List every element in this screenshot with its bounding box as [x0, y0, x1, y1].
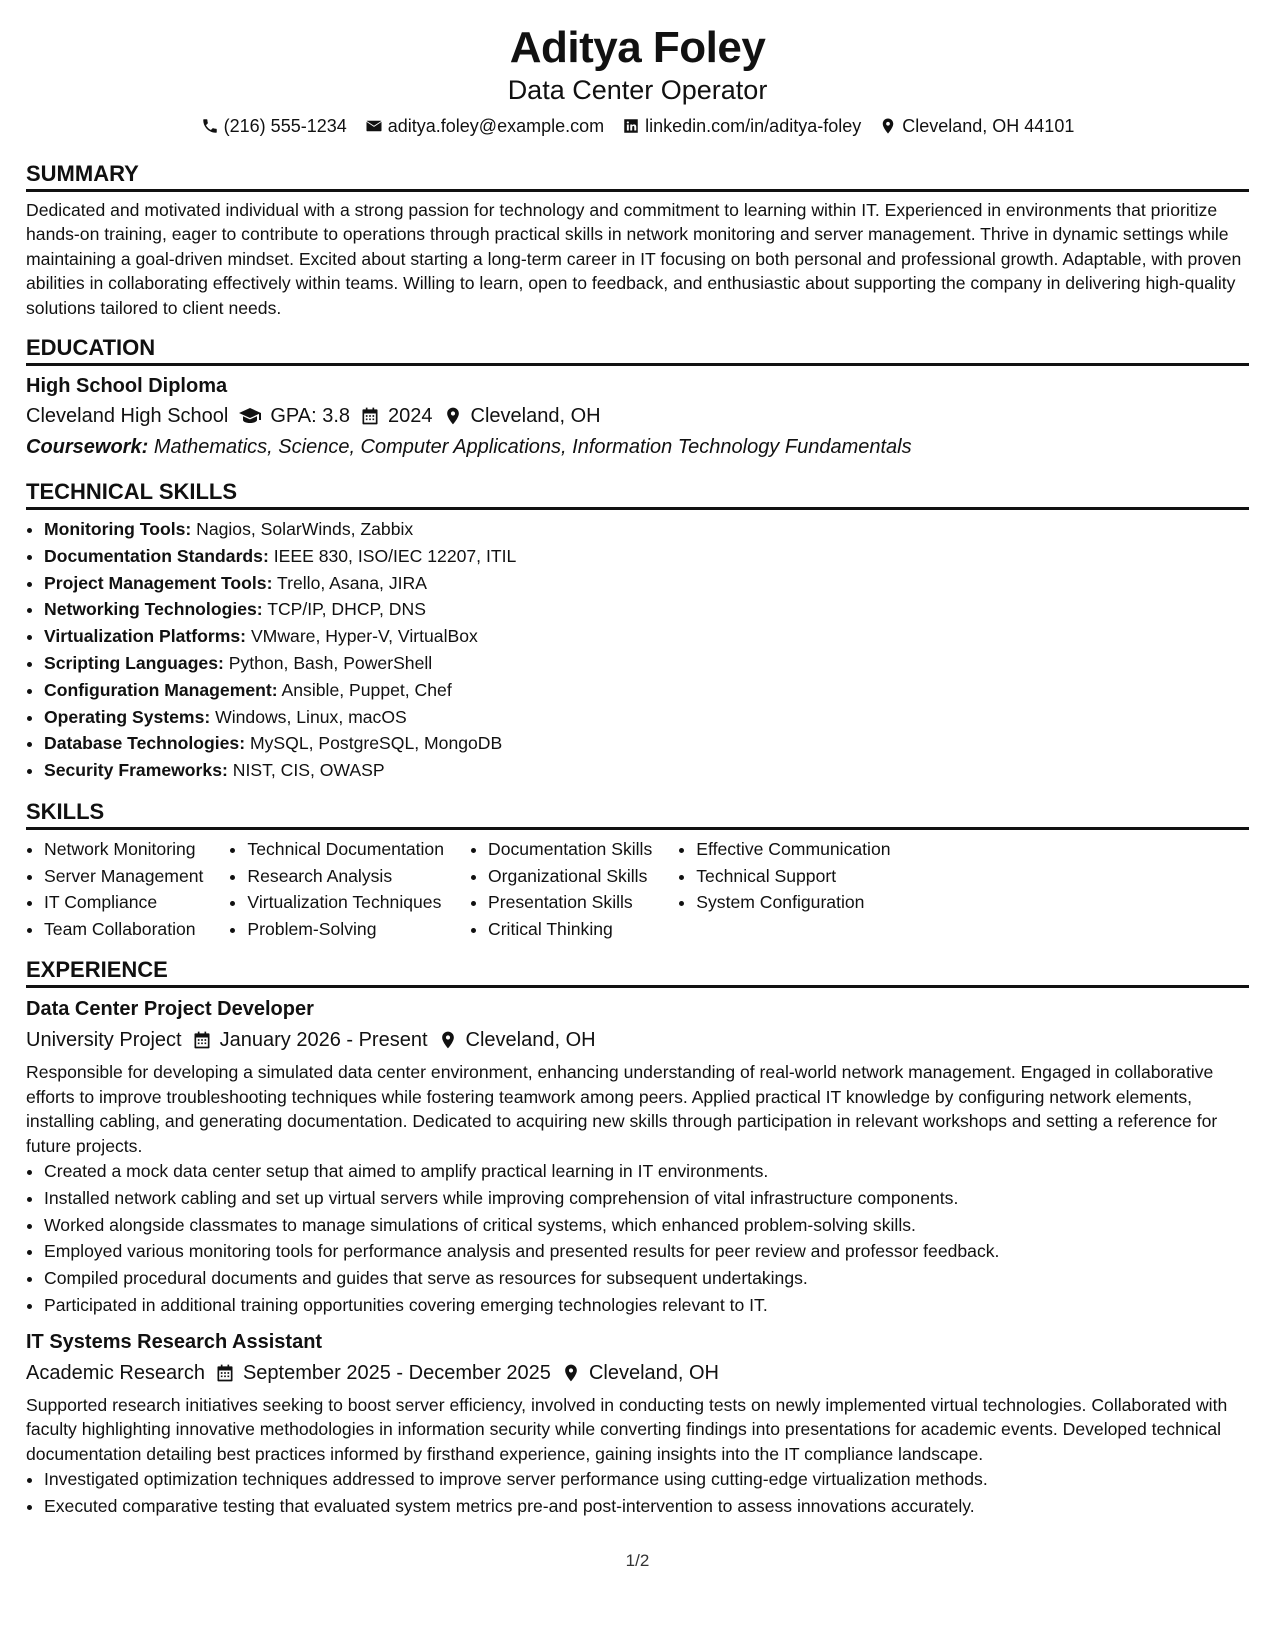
education-location: Cleveland, OH [470, 405, 601, 428]
technical-skills-heading: TECHNICAL SKILLS [26, 478, 1249, 510]
skill-values: Python, Bash, PowerShell [228, 653, 433, 674]
graduation-cap-icon [238, 404, 262, 428]
job-location-item [438, 1024, 596, 1056]
list-item: • Employed various monitoring tools for performance analysis and presented results for peer review and professor feedback. [44, 1238, 1249, 1265]
skill-category: Documentation Standards: [44, 545, 269, 566]
education-coursework [26, 432, 1249, 462]
list-item: • Created a mock data center setup that aimed to amplify practical learning in IT environments. [44, 1158, 1249, 1185]
list-item [44, 704, 1249, 731]
experience-entry [26, 994, 1249, 1318]
envelope-icon [365, 117, 383, 135]
skill-values: Trello, Asana, JIRA [277, 572, 427, 593]
skill-category: Security Frameworks: [44, 760, 228, 781]
resume-header [26, 22, 1249, 138]
list-item: • Problem-Solving [247, 916, 444, 943]
calendar-icon [215, 1363, 235, 1383]
job-dates: January 2026 - Present [219, 1029, 428, 1052]
contact-linkedin-text: linkedin.com/in/aditya-foley [645, 116, 862, 136]
job-location: Cleveland, OH [465, 1029, 596, 1052]
list-item: • Network Monitoring [44, 836, 203, 863]
list-item: • Team Collaboration [44, 916, 203, 943]
job-meta [26, 1357, 1249, 1389]
location-pin-icon [438, 1030, 458, 1050]
education-location-item [443, 400, 601, 432]
list-item: • IT Compliance [44, 889, 203, 916]
skill-category: Virtualization Platforms: [44, 626, 247, 647]
list-item: • Technical Support [696, 863, 890, 890]
list-item: • Critical Thinking [488, 916, 652, 943]
list-item [44, 650, 1249, 677]
job-dates: September 2025 - December 2025 [242, 1361, 551, 1384]
list-item: • Worked alongside classmates to manage simulations of critical systems, which enhanced problem-solving skills. [44, 1212, 1249, 1239]
resume-page [26, 22, 1249, 1520]
skill-values: Ansible, Puppet, Chef [281, 679, 452, 700]
candidate-name: Aditya Foley [509, 23, 766, 72]
list-item: • System Configuration [696, 889, 890, 916]
list-item [44, 677, 1249, 704]
skill-values: TCP/IP, DHCP, DNS [267, 599, 426, 620]
summary-section [26, 160, 1249, 320]
job-dates-item [192, 1024, 428, 1056]
job-bullets [26, 1158, 1249, 1319]
job-dates-item [215, 1357, 551, 1389]
skills-column [26, 836, 203, 942]
skill-values: NIST, CIS, OWASP [232, 760, 385, 781]
summary-heading: SUMMARY [26, 160, 1249, 192]
education-degree: High School Diploma [26, 375, 228, 398]
skills-column [678, 836, 890, 942]
education-gpa-item [238, 400, 350, 432]
job-org: Academic Research [26, 1361, 205, 1384]
calendar-icon [192, 1030, 212, 1050]
education-heading: EDUCATION [26, 334, 1249, 366]
skills-heading: SKILLS [26, 798, 1249, 830]
job-location-item [561, 1357, 719, 1389]
education-year: 2024 [388, 405, 433, 428]
job-description: Supported research initiatives seeking to boost server efficiency, involved in conducting tests on newly implemented virtual technologies. Collaborated with faculty highlighting innovative methodologies in information security while converting findings into presentations for academic events. Developed technical documentation detailing best practices informed by firsthand experience, gaining insights into the IT compliance landscape. [26, 1394, 1228, 1464]
summary-text: Dedicated and motivated individual with a strong passion for technology and commitment to learning within IT. Experienced in environments that prioritize hands-on training, eager to contribute to operations through practical skills in network monitoring and server management. Thrive in dynamic settings while maintaining a goal-driven mindset. Excited about starting a long-term career in IT focusing on both personal and professional growth. Adaptable, with proven abilities in collaborating effectively within teams. Willing to learn, open to feedback, and enthusiastic about supporting the company in delivering high-quality solutions tailored to client needs. [26, 200, 1242, 318]
coursework-list: Mathematics, Science, Computer Applications, Information Technology Fundamentals [153, 436, 912, 459]
list-item [44, 516, 1249, 543]
list-item: • Technical Documentation [247, 836, 444, 863]
skill-values: IEEE 830, ISO/IEC 12207, ITIL [273, 545, 517, 566]
list-item: • Virtualization Techniques [247, 889, 444, 916]
page-number: 1/2 [625, 1551, 650, 1570]
contact-email-text: aditya.foley@example.com [387, 116, 605, 136]
list-item [44, 543, 1249, 570]
calendar-icon [360, 406, 380, 426]
location-pin-icon [561, 1363, 581, 1383]
education-year-item [360, 400, 433, 432]
skills-column [229, 836, 444, 942]
skills-grid [26, 836, 1249, 942]
list-item: • Organizational Skills [488, 863, 652, 890]
location-pin-icon [443, 406, 463, 426]
education-school: Cleveland High School [26, 405, 229, 428]
job-org: University Project [26, 1029, 182, 1052]
skill-category: Configuration Management: [44, 679, 278, 700]
contact-bar [26, 114, 1249, 138]
list-item: • Participated in additional training opportunities covering emerging technologies relevant to IT. [44, 1292, 1249, 1319]
list-item: • Research Analysis [247, 863, 444, 890]
technical-skills-section [26, 478, 1249, 784]
skill-category: Database Technologies: [44, 733, 246, 754]
education-section [26, 334, 1249, 462]
phone-icon [201, 117, 219, 135]
list-item: • Presentation Skills [488, 889, 652, 916]
job-bullets [26, 1466, 1249, 1520]
candidate-title: Data Center Operator [507, 75, 768, 105]
list-item: • Installed network cabling and set up virtual servers while improving comprehension of vital infrastructure components. [44, 1185, 1249, 1212]
location-pin-icon [879, 117, 897, 135]
list-item: • Documentation Skills [488, 836, 652, 863]
list-item [44, 596, 1249, 623]
list-item: • Investigated optimization techniques addressed to improve server performance using cutting-edge virtualization methods. [44, 1466, 1249, 1493]
skill-category: Monitoring Tools: [44, 519, 192, 540]
coursework-label: Coursework: [26, 436, 149, 459]
list-item [44, 757, 1249, 784]
skills-section [26, 798, 1249, 942]
contact-linkedin[interactable] [622, 114, 861, 138]
list-item: • Executed comparative testing that evaluated system metrics pre-and post-intervention to assess innovations accurately. [44, 1493, 1249, 1520]
list-item [44, 623, 1249, 650]
education-gpa: GPA: 3.8 [270, 405, 351, 428]
skill-values: VMware, Hyper-V, VirtualBox [250, 626, 478, 647]
contact-location [879, 114, 1074, 138]
education-meta [26, 400, 1249, 432]
contact-location-text: Cleveland, OH 44101 [902, 116, 1075, 136]
technical-skills-list [26, 516, 1249, 784]
skill-category: Networking Technologies: [44, 599, 263, 620]
skill-values: Windows, Linux, macOS [215, 706, 407, 727]
list-item [44, 730, 1249, 757]
job-location: Cleveland, OH [588, 1361, 719, 1384]
list-item: • Effective Communication [696, 836, 890, 863]
experience-heading: EXPERIENCE [26, 956, 1249, 988]
skill-category: Project Management Tools: [44, 572, 273, 593]
experience-entry [26, 1327, 1249, 1520]
job-title: IT Systems Research Assistant [26, 1330, 323, 1353]
list-item: • Compiled procedural documents and guides that serve as resources for subsequent undertakings. [44, 1265, 1249, 1292]
job-meta [26, 1024, 1249, 1056]
skill-category: Scripting Languages: [44, 653, 224, 674]
skill-category: Operating Systems: [44, 706, 211, 727]
contact-phone[interactable] [201, 114, 347, 138]
job-description: Responsible for developing a simulated data center environment, enhancing understanding of real-world network management. Engaged in collaborative efforts to improve troubleshooting techniques while fostering teamwork among peers. Applied practical IT knowledge by configuring network elements, installing cabling, and generating documentation. Dedicated to acquiring new skills through participation in relevant workshops and setting a reference for future projects. [26, 1062, 1218, 1156]
skills-column [470, 836, 652, 942]
linkedin-icon [622, 117, 640, 135]
skill-values: MySQL, PostgreSQL, MongoDB [249, 733, 503, 754]
list-item [44, 570, 1249, 597]
contact-phone-text: (216) 555-1234 [223, 116, 347, 136]
skill-values: Nagios, SolarWinds, Zabbix [196, 519, 414, 540]
job-title: Data Center Project Developer [26, 998, 314, 1021]
contact-email[interactable] [365, 114, 604, 138]
list-item: • Server Management [44, 863, 203, 890]
experience-section [26, 956, 1249, 1519]
